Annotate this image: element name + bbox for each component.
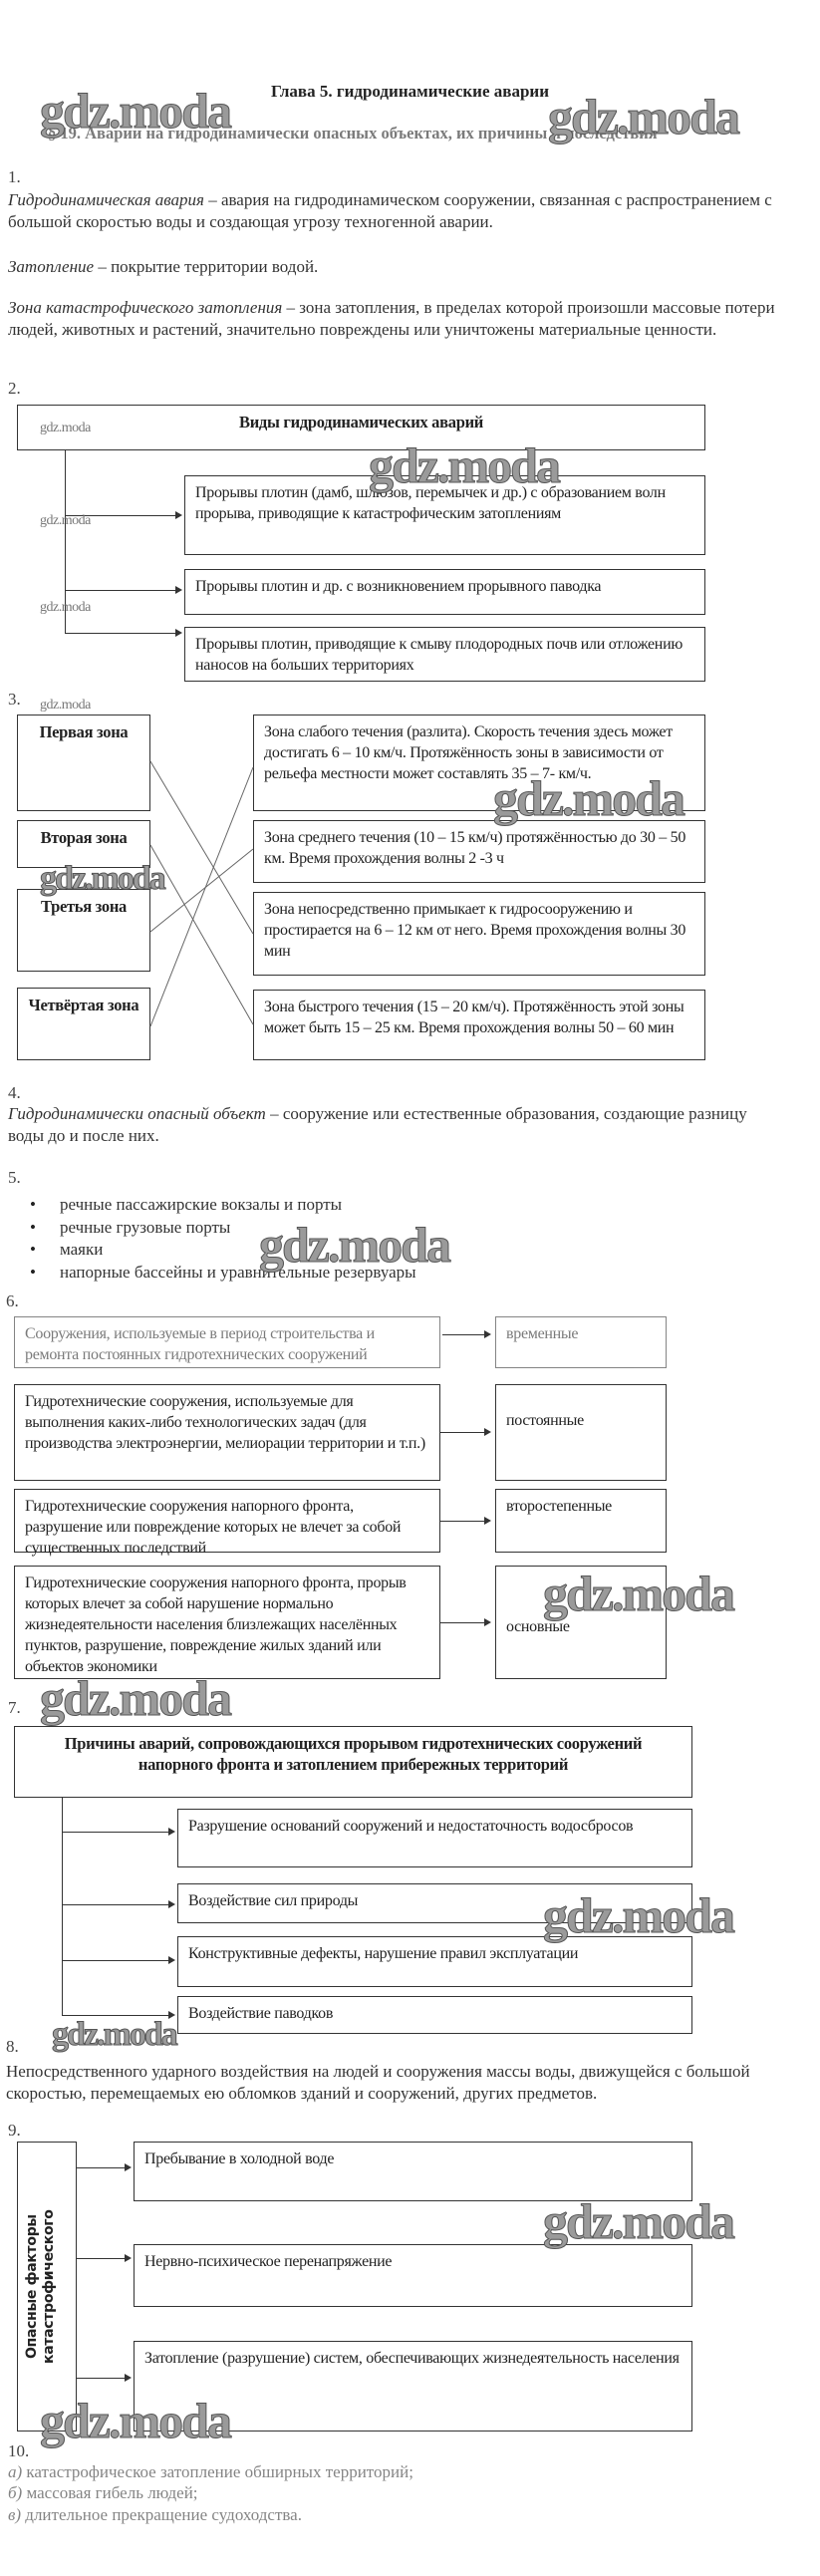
- match-line: [150, 761, 253, 934]
- answer-text: Непосредственного ударного воздействия на людей и сооружения массы воды, движущейся с большой скоростью, перемещаемых ею обломков зданий и сооружений, других предметов.: [6, 2062, 750, 2103]
- section-title: § 19. Аварии на гидродинамически опасных объектах, их причины и последствия: [48, 124, 658, 143]
- structure-description: Гидротехнические сооружения напорного фронта, разрушение или повреждение которых не влечет за собой существенных последствий: [14, 1489, 440, 1553]
- question-number: 7.: [8, 1698, 21, 1717]
- bullet-list: [8, 1194, 416, 1284]
- answer-item: [8, 2482, 198, 2504]
- watermark-logo: gdz.moda: [40, 860, 164, 897]
- zone-box: Первая зона: [17, 715, 150, 811]
- arrow-icon: [62, 1832, 173, 1833]
- diagram-item: Воздействие сил природы: [177, 1883, 692, 1923]
- match-line: [150, 767, 253, 1026]
- item-text: массовая гибель людей;: [22, 2483, 198, 2502]
- question-number: 4.: [8, 1083, 21, 1102]
- diagram-item: Прорывы плотин, приводящие к смыву плодородных почв или отложению наносов на больших территориях: [184, 627, 705, 682]
- structure-type: основные: [495, 1566, 667, 1679]
- watermark-logo: gdz.moda: [52, 2016, 176, 2053]
- watermark-logo: gdz.moda: [40, 83, 230, 139]
- zone-box: Вторая зона: [17, 820, 150, 868]
- zone-description: Зона быстрого течения (15 – 20 км/ч). Протяжённость этой зоны может быть 15 – 25 км. Время прохождения волны 50 – 60 мин: [253, 990, 705, 1060]
- watermark-logo: gdz.moda: [543, 1566, 733, 1621]
- question-number: 6.: [6, 1291, 19, 1310]
- matching-lines: [0, 0, 820, 1096]
- question-number: 1.: [8, 167, 21, 186]
- answer-item: [8, 2461, 413, 2483]
- watermark-logo: gdz.moda: [543, 1887, 733, 1943]
- arrow-icon: [62, 1960, 173, 1961]
- definition-term: Гидродинамически опасный объект: [8, 1104, 266, 1123]
- item-letter: а): [8, 2462, 23, 2481]
- structure-description: Гидротехнические сооружения, используемые для выполнения каких-либо технологических задач (для производства электроэнергии, мелиорации территории и т.п.): [14, 1384, 440, 1481]
- watermark-logo: gdz.moda: [369, 437, 559, 493]
- question-number: 5.: [8, 1168, 21, 1187]
- arrow-icon: [440, 1432, 489, 1433]
- structure-type: временные: [495, 1316, 667, 1368]
- definition-term: Гидродинамическая авария: [8, 190, 204, 209]
- match-line: [150, 845, 253, 1024]
- diagram-item: Конструктивные дефекты, нарушение правил эксплуатации: [177, 1936, 692, 1987]
- question-number: 3.: [8, 690, 21, 709]
- structure-description: Гидротехнические сооружения напорного фронта, прорыв которых влечет за собой нарушение нормально жизнедеятельности населения близлежащих населённых пунктов, разрушение, повреждение жилых зданий или объектов экономики: [14, 1566, 440, 1679]
- diagram-header: Виды гидродинамических аварий: [17, 405, 705, 450]
- zone-box: Четвёртая зона: [17, 988, 150, 1060]
- question-number: 10.: [8, 2441, 30, 2460]
- arrow-icon: [77, 2378, 130, 2379]
- watermark-logo: gdz.moda: [40, 2393, 230, 2448]
- arrow-icon: [440, 1622, 489, 1623]
- watermark-logo: gdz.moda: [40, 513, 91, 528]
- item-letter: б): [8, 2483, 23, 2502]
- connector-line: [62, 1798, 63, 2015]
- definition-term: Зона катастрофического затопления: [8, 298, 283, 317]
- answer-item: [8, 2504, 302, 2526]
- watermark-logo: gdz.moda: [543, 2193, 733, 2249]
- item-text: катастрофическое затопление обширных территорий;: [22, 2462, 413, 2481]
- zone-description: Зона среднего течения (10 – 15 км/ч) протяжённостью до 30 – 50 км. Время прохождения волны 2 -3 ч: [253, 820, 705, 883]
- chapter-title: Глава 5. гидродинамические аварии: [270, 82, 549, 101]
- arrow-icon: [62, 2015, 173, 2016]
- watermark-logo: gdz.moda: [40, 698, 91, 713]
- list-item: • маяки: [8, 1239, 416, 1262]
- arrow-icon: [62, 1904, 173, 1905]
- diagram-item: Прорывы плотин и др. с возникновением прорывного паводка: [184, 569, 705, 615]
- question-number: 2.: [8, 379, 21, 398]
- zone-box: Третья зона: [17, 889, 150, 972]
- list-item: • напорные бассейны и уравнительные резервуары: [8, 1262, 416, 1285]
- diagram-header: Причины аварий, сопровождающихся прорывом гидротехнических сооружений напорного фронта и затоплением прибережных территорий: [14, 1726, 692, 1798]
- zone-description: Зона слабого течения (разлита). Скорость течения здесь может достигать 6 – 10 км/ч. Протяжённость зоны в зависимости от рельефа местности может составлять 35 – 7- км/ч.: [253, 715, 705, 811]
- question-number: 8.: [6, 2037, 19, 2056]
- structure-type: постоянные: [495, 1384, 667, 1481]
- factors-label-box: [17, 2142, 77, 2432]
- list-item: • речные пассажирские вокзалы и порты: [8, 1194, 416, 1217]
- structure-type: второстепенные: [495, 1489, 667, 1553]
- diagram-item: Воздействие паводков: [177, 1996, 692, 2034]
- watermark-logo: gdz.moda: [548, 89, 738, 144]
- arrow-icon: [77, 2258, 130, 2259]
- match-line: [150, 849, 253, 932]
- watermark-logo: gdz.moda: [259, 1217, 449, 1273]
- watermark-logo: gdz.moda: [40, 1670, 230, 1726]
- question-number: 9.: [8, 2121, 21, 2140]
- diagram-item: Разрушение оснований сооружений и недостаточность водосбросов: [177, 1809, 692, 1867]
- definition-text: – сооружение или естественные образования, создающие разницу воды до и после них.: [8, 1104, 747, 1145]
- structure-description: Сооружения, используемые в период строительства и ремонта постоянных гидротехнических сооружений: [14, 1316, 440, 1368]
- definition-text: – авария на гидродинамическом сооружении, связанная с распространением с большой скоростью воды и создающая угрозу техногенной аварии.: [8, 190, 772, 231]
- definition-text: – зона затопления, в пределах которой произошли массовые потери людей, животных и растений, значительно повреждены или уничтожены материальные ценности.: [8, 298, 775, 339]
- item-letter: в): [8, 2505, 22, 2524]
- watermark-logo: gdz.moda: [40, 421, 91, 435]
- factor-item: Затопление (разрушение) систем, обеспечивающих жизнедеятельность населения: [134, 2341, 692, 2432]
- factor-item: Нервно-психическое перенапряжение: [134, 2244, 692, 2307]
- arrow-icon: [442, 1334, 489, 1335]
- item-text: длительное прекращение судоходства.: [21, 2505, 302, 2524]
- arrow-icon: [440, 1521, 489, 1522]
- watermark-logo: gdz.moda: [40, 600, 91, 615]
- factors-label: Опасные факторы катастрофического: [24, 2209, 57, 2365]
- definition-term: Затопление: [8, 257, 95, 276]
- watermark-logo: gdz.moda: [493, 770, 683, 826]
- zone-description: Зона непосредственно примыкает к гидросооружению и простирается на 6 – 12 км от него. Время прохождения волны 30 мин: [253, 892, 705, 976]
- list-item: • речные грузовые порты: [8, 1217, 416, 1240]
- arrow-icon: [77, 2167, 130, 2168]
- diagram-item: Прорывы плотин (дамб, шлюзов, перемычек и др.) с образованием волн прорыва, приводящие к катастрофическим затоплениям: [184, 475, 705, 555]
- definition-text: – покрытие территории водой.: [94, 257, 319, 276]
- definition: [8, 1103, 765, 1147]
- factor-item: Пребывание в холодной воде: [134, 2142, 692, 2201]
